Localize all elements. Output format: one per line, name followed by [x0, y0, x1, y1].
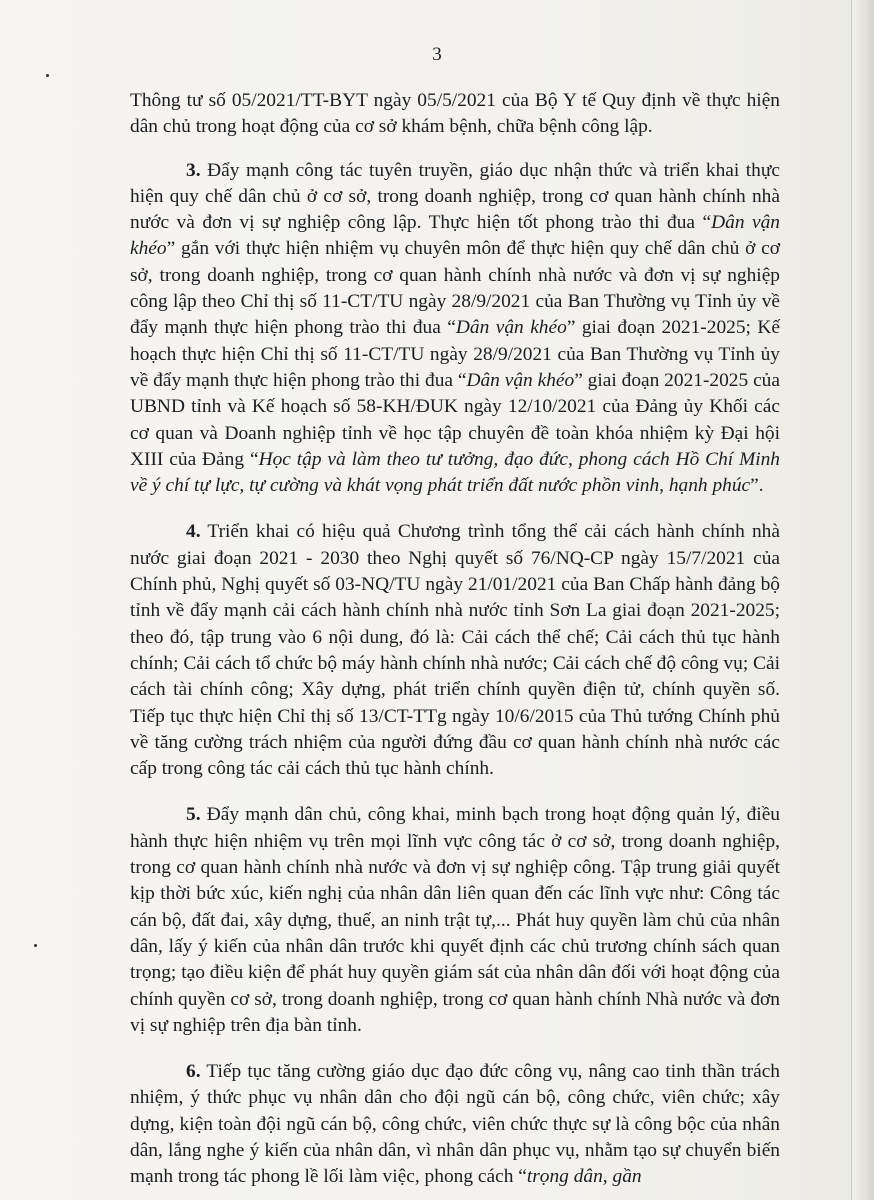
italic-text: Dân vận khéo: [130, 212, 780, 260]
document-body: [130, 88, 780, 1191]
italic-text: trọng dân, gần: [526, 1166, 642, 1188]
paragraph-item-4: [130, 519, 780, 782]
item-number: 6.: [186, 1061, 201, 1083]
item-number: 4.: [186, 521, 201, 543]
italic-text: Dân vận khéo: [466, 369, 575, 391]
paragraph-text: ” gắn với thực hiện nhiệm vụ chuyên môn để thực hiện quy chế dân chủ ở cơ sở, trong doanh nghiệp, trong cơ quan hành chính nhà nước và đơn vị sự nghiệp công lập theo Chỉ thị số 11-CT/TU ngày 28/9/2021 của Ban Thường vụ Tỉnh ủy về đẩy mạnh thực hiện phong trào thi đua “: [130, 238, 780, 339]
italic-quote: Học tập và làm theo tư tưởng, đạo đức, phong cách Hồ Chí Minh về ý chí tự lực, tự cường và khát vọng phát triển đất nước phồn vinh, hạnh phúc: [130, 448, 780, 497]
paragraph-text: Đẩy mạnh dân chủ, công khai, minh bạch trong hoạt động quản lý, điều hành thực hiện nhiệm vụ trên mọi lĩnh vực công tác ở cơ sở, trong doanh nghiệp, trong cơ quan hành chính nhà nước và đơn vị sự nghiệp công. Tập trung giải quyết kịp thời bức xúc, kiến nghị của nhân dân liên quan đến các lĩnh vực như: Công tác cán bộ, đất đai, xây dựng, thuế, an ninh trật tự,... Phát huy quyền làm chủ của nhân dân, lấy ý kiến của nhân dân trước khi quyết định các chủ trương chính sách quan trọng; tạo điều kiện để phát huy quyền giám sát của nhân dân đối với hoạt động của chính quyền cơ sở, trong doanh nghiệp, trong cơ quan hành chính Nhà nước và đơn vị sự nghiệp trên địa bàn tỉnh.: [130, 804, 780, 1036]
italic-text: Dân vận khéo: [455, 317, 567, 339]
item-number: 5.: [186, 804, 201, 826]
page-edge-shadow: [851, 0, 874, 1200]
paragraph-text: Thông tư số 05/2021/TT-BYT ngày 05/5/2021 của Bộ Y tế Quy định về thực hiện dân chủ trong hoạt động của cơ sở khám bệnh, chữa bệnh công lập.: [130, 90, 780, 138]
paragraph-text: Tiếp tục tăng cường giáo dục đạo đức công vụ, nâng cao tinh thần trách nhiệm, ý thức phục vụ nhân dân cho đội ngũ cán bộ, công chức, viên chức; xây dựng, kiện toàn đội ngũ cán bộ, công chức, viên chức thực sự là công bộc của nhân dân, lắng nghe ý kiến của nhân dân, vì nhân dân phục vụ, nhằm tạo sự chuyển biến mạnh trong tác phong lề lối làm việc, phong cách “: [130, 1061, 780, 1188]
paragraph-item-5: [130, 802, 780, 1039]
paragraph-text: ” giai đoạn 2021-2025 của UBND tỉnh và Kế hoạch số 58-KH/ĐUK ngày 12/10/2021 của Đảng ủy Khối các cơ quan và Doanh nghiệp tỉnh về học tập chuyên đề toàn khóa nhiệm kỳ Đại hội XIII của Đảng “: [130, 369, 780, 470]
paragraph-item-3: [130, 158, 780, 500]
paragraph-text: Đẩy mạnh công tác tuyên truyền, giáo dục nhận thức và triển khai thực hiện quy chế dân chủ ở cơ sở, trong doanh nghiệp, trong cơ quan hành chính nhà nước và đơn vị sự nghiệp công lập. Thực hiện tốt phong trào thi đua “: [130, 159, 780, 234]
paragraph-text: ” giai đoạn 2021-2025; Kế hoạch thực hiện Chỉ thị số 11-CT/TU ngày 28/9/2021 của Ban Thường vụ Tỉnh ủy về đẩy mạnh thực hiện phong trào thi đua “: [130, 317, 780, 391]
item-number: 3.: [186, 159, 201, 181]
paragraph-item-6: [130, 1059, 780, 1190]
paragraph-continuation: [130, 88, 780, 141]
scan-speck: [46, 74, 49, 77]
paragraph-text: Triển khai có hiệu quả Chương trình tổng thể cải cách hành chính nhà nước giai đoạn 2021 - 2030 theo Nghị quyết số 76/NQ-CP ngày 15/7/2021 của Chính phủ, Nghị quyết số 03-NQ/TU ngày 21/01/2021 của Ban Chấp hành đảng bộ tỉnh về đẩy mạnh cải cách hành chính nhà nước tỉnh Sơn La giai đoạn 2021-2025; theo đó, tập trung vào 6 nội dung, đó là: Cải cách thể chế; Cải cách thủ tục hành chính; Cải cách tổ chức bộ máy hành chính nhà nước; Cải cách chế độ công vụ; Cải cách tài chính công; Xây dựng, phát triển chính quyền điện tử, chính quyền số. Tiếp tục thực hiện Chỉ thị số 13/CT-TTg ngày 10/6/2015 của Thủ tướng Chính phủ về tăng cường trách nhiệm của người đứng đầu cơ quan hành chính nhà nước các cấp trong công tác cải cách thủ tục hành chính.: [130, 521, 780, 780]
page-number: 3: [432, 44, 442, 65]
paragraph-text: ”.: [750, 475, 764, 497]
scan-speck: [34, 944, 37, 947]
